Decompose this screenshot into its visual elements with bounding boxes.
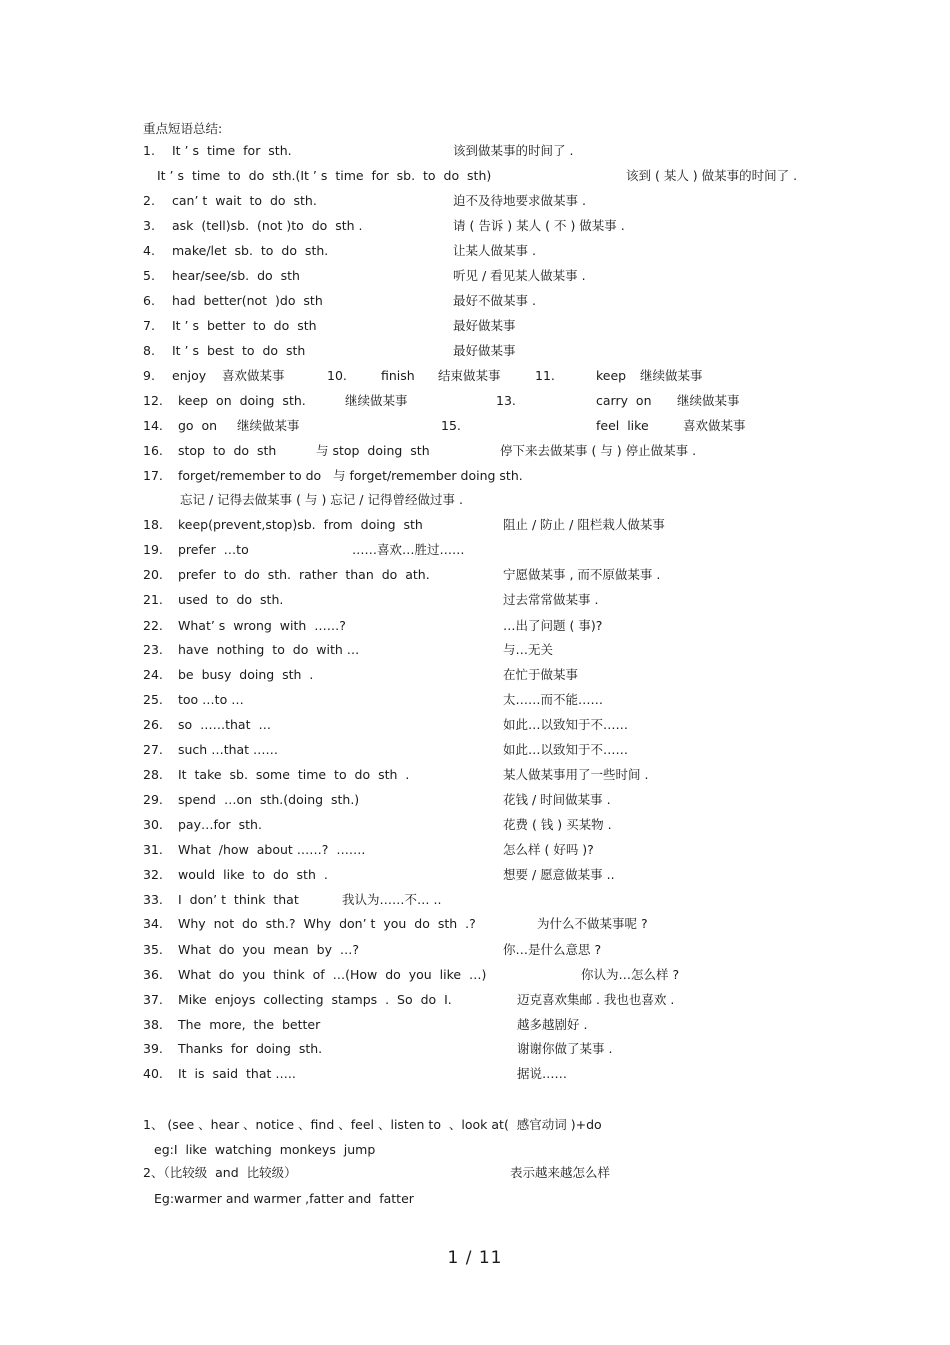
phrase-line xyxy=(0,415,950,437)
phrase-segment: 最好不做某事 . xyxy=(453,293,536,308)
phrase-line xyxy=(0,165,950,187)
phrase-segment: It ’ s time for sth. xyxy=(172,143,292,158)
phrase-segment: 13. xyxy=(496,393,516,408)
phrase-segment: be busy doing sth . xyxy=(178,667,314,682)
phrase-segment: 为什么不做某事呢 ? xyxy=(537,916,648,931)
phrase-segment: would like to do sth . xyxy=(178,867,328,882)
phrase-line xyxy=(0,539,950,561)
phrase-segment: keep xyxy=(596,368,627,383)
phrase-segment: 越多越剧好 . xyxy=(517,1017,588,1032)
phrase-segment: 7. xyxy=(143,318,155,333)
phrase-segment: have nothing to do with … xyxy=(178,642,360,657)
phrase-segment: 20. xyxy=(143,567,163,582)
phrase-segment: What /how about ……? ……. xyxy=(178,842,366,857)
phrase-segment: 40. xyxy=(143,1066,163,1081)
phrase-line xyxy=(0,140,950,162)
phrase-segment: 该到做某事的时间了 . xyxy=(453,143,574,158)
phrase-segment: Thanks for doing sth. xyxy=(178,1041,323,1056)
phrase-segment: 最好做某事 xyxy=(453,343,516,358)
phrase-line xyxy=(0,465,950,487)
phrase-segment: prefer to do sth. rather than do ath. xyxy=(178,567,430,582)
phrase-line xyxy=(0,215,950,237)
phrase-line xyxy=(0,939,950,961)
phrase-segment: 1. xyxy=(143,143,155,158)
phrase-line xyxy=(0,340,950,362)
phrase-segment: eg:I like watching monkeys jump xyxy=(154,1142,376,1157)
phrase-line xyxy=(0,589,950,611)
phrase-segment: finish xyxy=(381,368,415,383)
phrase-line xyxy=(0,290,950,312)
phrase-segment: 11. xyxy=(535,368,555,383)
phrase-line xyxy=(0,1114,950,1136)
phrase-segment: used to do sth. xyxy=(178,592,284,607)
phrase-line xyxy=(0,964,950,986)
phrase-segment: 继续做某事 xyxy=(237,418,300,433)
phrase-segment: It ’ s better to do sth xyxy=(172,318,317,333)
phrase-segment: 24. xyxy=(143,667,163,682)
phrase-line xyxy=(0,315,950,337)
phrase-segment: 继续做某事 xyxy=(640,368,703,383)
phrase-segment: 阻止 / 防止 / 阻栏栽人做某事 xyxy=(503,517,665,532)
phrase-segment: 5. xyxy=(143,268,155,283)
phrase-segment: 让某人做某事 . xyxy=(453,243,536,258)
phrase-line xyxy=(0,390,950,412)
phrase-line xyxy=(0,839,950,861)
phrase-line xyxy=(0,265,950,287)
phrase-segment: 宁愿做某事 , 而不原做某事 . xyxy=(503,567,661,582)
phrase-segment: 与…无关 xyxy=(503,642,554,657)
phrase-segment: 16. xyxy=(143,443,163,458)
phrase-segment: 12. xyxy=(143,393,163,408)
phrase-segment: 迫不及待地要求做某事 . xyxy=(453,193,586,208)
phrase-segment: 22. xyxy=(143,618,163,633)
phrase-segment: 继续做某事 xyxy=(677,393,740,408)
document-heading xyxy=(0,118,950,140)
phrase-segment: 25. xyxy=(143,692,163,707)
phrase-line xyxy=(0,615,950,637)
phrase-line xyxy=(0,989,950,1011)
phrase-line xyxy=(0,689,950,711)
phrase-segment: stop to do sth xyxy=(178,443,277,458)
phrase-segment: 6. xyxy=(143,293,155,308)
phrase-line xyxy=(0,1139,950,1161)
phrase-segment: can’ t wait to do sth. xyxy=(172,193,317,208)
phrase-segment: ask (tell)sb. (not )to do sth . xyxy=(172,218,363,233)
phrase-segment: 33. xyxy=(143,892,163,907)
phrase-segment: 27. xyxy=(143,742,163,757)
phrase-segment: 忘记 / 记得去做某事 ( 与 ) 忘记 / 记得曾经做过事 . xyxy=(180,492,463,507)
phrase-segment: carry on xyxy=(596,393,652,408)
phrase-line xyxy=(0,190,950,212)
phrase-segment: 19. xyxy=(143,542,163,557)
phrase-line xyxy=(0,1038,950,1060)
phrase-segment: had better(not )do sth xyxy=(172,293,323,308)
phrase-line xyxy=(0,739,950,761)
phrase-segment: prefer …to xyxy=(178,542,249,557)
phrase-segment: 太……而不能…… xyxy=(503,692,604,707)
phrase-segment: 花费 ( 钱 ) 买某物 . xyxy=(503,817,612,832)
phrase-segment: 26. xyxy=(143,717,163,732)
phrase-segment: 怎么样 ( 好吗 )? xyxy=(503,842,594,857)
phrase-segment: 你认为…怎么样 ? xyxy=(581,967,680,982)
phrase-segment: forget/remember to do xyxy=(178,468,322,483)
phrase-segment: ……喜欢…胜过…… xyxy=(352,542,465,557)
phrase-segment: 该到 ( 某人 ) 做某事的时间了 . xyxy=(626,168,798,183)
phrase-segment: 39. xyxy=(143,1041,163,1056)
phrase-segment: 结束做某事 xyxy=(438,368,501,383)
phrase-segment: 2、（比较级 and 比较级） xyxy=(143,1165,297,1180)
phrase-segment: …出了问题 ( 事)? xyxy=(503,618,603,633)
phrase-line xyxy=(0,240,950,262)
phrase-segment: 想要 / 愿意做某事 .. xyxy=(503,867,615,882)
phrase-segment: 与 forget/remember doing sth. xyxy=(333,468,523,483)
phrase-segment: 28. xyxy=(143,767,163,782)
phrase-line xyxy=(0,1014,950,1036)
phrase-segment: 1、 (see 、hear 、notice 、find 、feel 、listen to 、look at( 感官动词 )+do xyxy=(143,1117,602,1132)
phrase-segment: 10. xyxy=(327,368,347,383)
phrase-segment: 18. xyxy=(143,517,163,532)
phrase-segment: It ’ s time to do sth.(It ’ s time for sb. to do sth) xyxy=(157,168,492,183)
phrase-segment: 2. xyxy=(143,193,155,208)
phrase-segment: 35. xyxy=(143,942,163,957)
phrase-line xyxy=(0,1188,950,1210)
phrase-segment: What do you think of …(How do you like …) xyxy=(178,967,487,982)
phrase-line xyxy=(0,564,950,586)
phrase-segment: 花钱 / 时间做某事 . xyxy=(503,792,611,807)
phrase-segment: 听见 / 看见某人做某事 . xyxy=(453,268,586,283)
phrase-segment: It take sb. some time to do sth . xyxy=(178,767,410,782)
phrase-segment: 34. xyxy=(143,916,163,931)
phrase-line xyxy=(0,1063,950,1085)
phrase-segment: 21. xyxy=(143,592,163,607)
phrase-segment: I don’ t think that xyxy=(178,892,299,907)
phrase-segment: It ’ s best to do sth xyxy=(172,343,306,358)
phrase-line xyxy=(0,514,950,536)
phrase-line xyxy=(0,440,950,462)
phrase-segment: 36. xyxy=(143,967,163,982)
phrase-segment: go on xyxy=(178,418,218,433)
phrase-segment: 32. xyxy=(143,867,163,882)
heading-text: 重点短语总结: xyxy=(143,121,223,136)
phrase-line xyxy=(0,1162,950,1184)
phrase-segment: 请 ( 告诉 ) 某人 ( 不 ) 做某事 . xyxy=(453,218,625,233)
phrase-segment: 某人做某事用了一些时间 . xyxy=(503,767,649,782)
phrase-segment: 31. xyxy=(143,842,163,857)
phrase-segment: What’ s wrong with ……? xyxy=(178,618,346,633)
phrase-segment: 谢谢你做了某事 . xyxy=(517,1041,613,1056)
phrase-segment: 3. xyxy=(143,218,155,233)
phrase-segment: enjoy xyxy=(172,368,207,383)
phrase-segment: It is said that ….. xyxy=(178,1066,296,1081)
phrase-segment: 过去常常做某事 . xyxy=(503,592,599,607)
phrase-segment: Eg:warmer and warmer ,fatter and fatter xyxy=(154,1191,414,1206)
phrase-segment: feel like xyxy=(596,418,649,433)
phrase-segment: 如此…以致知于不…… xyxy=(503,742,629,757)
phrase-segment: 停下来去做某事 ( 与 ) 停止做某事 . xyxy=(500,443,697,458)
phrase-line xyxy=(0,714,950,736)
phrase-segment: so ……that … xyxy=(178,717,271,732)
phrase-segment: 迈克喜欢集邮 . 我也也喜欢 . xyxy=(517,992,675,1007)
phrase-segment: hear/see/sb. do sth xyxy=(172,268,300,283)
phrase-segment: make/let sb. to do sth. xyxy=(172,243,329,258)
phrase-line xyxy=(0,664,950,686)
phrase-segment: too …to … xyxy=(178,692,244,707)
phrase-segment: 表示越来越怎么样 xyxy=(510,1165,611,1180)
phrase-segment: 4. xyxy=(143,243,155,258)
phrase-segment: pay…for sth. xyxy=(178,817,262,832)
phrase-segment: Why not do sth.? Why don’ t you do sth .? xyxy=(178,916,476,931)
phrase-segment: 8. xyxy=(143,343,155,358)
phrase-segment: keep(prevent,stop)sb. from doing sth xyxy=(178,517,423,532)
phrase-line xyxy=(0,764,950,786)
phrase-line xyxy=(0,489,950,511)
phrase-segment: 喜欢做某事 xyxy=(222,368,285,383)
phrase-segment: 14. xyxy=(143,418,163,433)
phrase-segment: 29. xyxy=(143,792,163,807)
phrase-segment: 与 stop doing sth xyxy=(316,443,430,458)
phrase-segment: keep on doing sth. xyxy=(178,393,306,408)
page-number: 1 / 11 xyxy=(447,1248,503,1268)
phrase-line xyxy=(0,814,950,836)
phrase-segment: 15. xyxy=(441,418,461,433)
phrase-segment: 最好做某事 xyxy=(453,318,516,333)
phrase-line xyxy=(0,639,950,661)
phrase-line xyxy=(0,913,950,935)
phrase-segment: 38. xyxy=(143,1017,163,1032)
phrase-line xyxy=(0,789,950,811)
phrase-segment: 30. xyxy=(143,817,163,832)
phrase-segment: spend …on sth.(doing sth.) xyxy=(178,792,360,807)
phrase-line xyxy=(0,365,950,387)
phrase-segment: 在忙于做某事 xyxy=(503,667,579,682)
phrase-segment: 我认为……不… .. xyxy=(342,892,442,907)
phrase-segment: 23. xyxy=(143,642,163,657)
phrase-segment: 继续做某事 xyxy=(345,393,408,408)
phrase-segment: 17. xyxy=(143,468,163,483)
phrase-segment: The more, the better xyxy=(178,1017,321,1032)
phrase-segment: Mike enjoys collecting stamps . So do I. xyxy=(178,992,452,1007)
phrase-line xyxy=(0,889,950,911)
phrase-segment: 据说…… xyxy=(517,1066,568,1081)
phrase-segment: 37. xyxy=(143,992,163,1007)
phrase-segment: 你…是什么意思 ? xyxy=(503,942,602,957)
phrase-segment: such …that …… xyxy=(178,742,279,757)
phrase-segment: 如此…以致知于不…… xyxy=(503,717,629,732)
phrase-segment: 喜欢做某事 xyxy=(683,418,746,433)
phrase-line xyxy=(0,864,950,886)
phrase-segment: 9. xyxy=(143,368,155,383)
phrase-segment: What do you mean by …? xyxy=(178,942,360,957)
